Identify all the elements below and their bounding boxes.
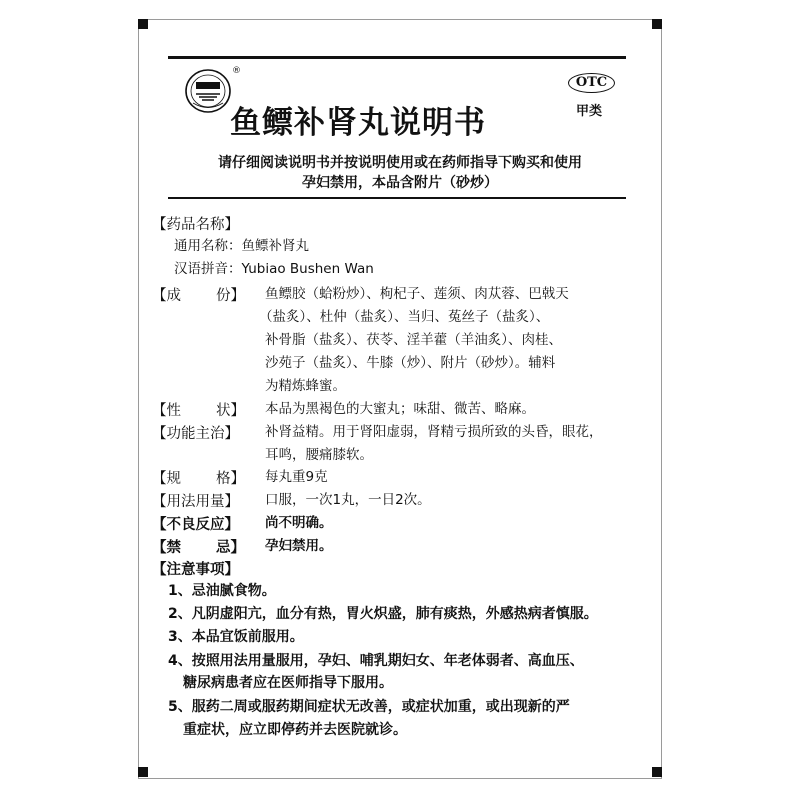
properties-heading-open: 【性 [152,403,181,419]
generic-name: 通用名称：鱼鳔补肾丸 [174,238,309,254]
pregnancy-warning: 孕妇禁用，本品含附片（砂炒） [302,175,498,191]
precautions-heading: 【注意事项】 [152,562,239,578]
properties-text: 本品为黑褐色的大蜜丸；味甜、微苦、略麻。 [265,401,535,417]
corner-mark-top-right [652,19,662,29]
ingredients-line: （盐炙）、杜仲（盐炙）、当归、菟丝子（盐炙）、 [259,309,550,325]
specification-heading-close: 格】 [216,471,245,487]
properties-heading-close: 状】 [216,403,245,419]
otc-class-label: 甲类 [576,104,603,119]
dosage-text: 口服，一次1丸，一日2次。 [265,492,431,508]
header-bottom-rule [168,197,626,199]
corner-mark-bottom-left [138,767,148,777]
header-top-rule [168,56,626,59]
indications-heading: 【功能主治】 [152,426,239,442]
page-title: 鱼鳔补肾丸说明书 [230,105,486,141]
ingredients-line: 补骨脂（盐炙）、茯苓、淫羊藿（羊油炙）、肉桂、 [265,332,562,348]
ingredients-line: 为精炼蜂蜜。 [265,378,346,394]
drug-name-heading: 【药品名称】 [152,217,239,233]
contraindications-text: 孕妇禁用。 [265,538,333,554]
precaution-item: 5、服药二周或服药期间症状无改善，或症状加重，或出现新的严 [168,699,570,715]
corner-mark-bottom-right [652,767,662,777]
ingredients-line: 鱼鳔胶（蛤粉炒）、枸杞子、莲须、肉苁蓉、巴戟天 [265,286,569,302]
ingredients-line: 沙苑子（盐炙）、牛膝（炒）、附片（砂炒）。辅料 [265,355,556,371]
otc-badge: OTC [568,73,615,93]
contraindications-heading-open: 【禁 [152,540,181,556]
corner-mark-top-left [138,19,148,29]
ingredients-heading-open: 【成 [152,288,181,304]
registered-mark: ® [232,66,241,76]
specification-heading-open: 【规 [152,471,181,487]
contraindications-heading-close: 忌】 [216,540,245,556]
indications-line: 补肾益精。用于肾阳虚弱，肾精亏损所致的头昏，眼花， [265,424,603,440]
dosage-heading: 【用法用量】 [152,494,239,510]
precaution-item: 2、凡阴虚阳亢，血分有热，胃火炽盛，肺有痰热，外感热病者慎服。 [168,606,598,622]
brand-logo [184,68,232,114]
precaution-item: 4、按照用法用量服用，孕妇、哺乳期妇女、年老体弱者、高血压、 [168,653,584,669]
adverse-heading: 【不良反应】 [152,517,239,533]
precaution-item: 3、本品宜饭前服用。 [168,629,304,645]
specification-text: 每丸重9克 [265,469,328,485]
pinyin-name: 汉语拼音：Yubiao Bushen Wan [174,261,374,277]
indications-line: 耳鸣，腰痛膝软。 [265,447,373,463]
adverse-text: 尚不明确。 [265,515,333,531]
precaution-item: 1、忌油腻食物。 [168,583,276,599]
ingredients-heading-close: 份】 [216,288,245,304]
precaution-item: 重症状，应立即停药并去医院就诊。 [183,722,407,738]
usage-warning: 请仔细阅读说明书并按说明使用或在药师指导下购买和使用 [218,155,582,171]
precaution-item: 糖尿病患者应在医师指导下服用。 [183,675,393,691]
